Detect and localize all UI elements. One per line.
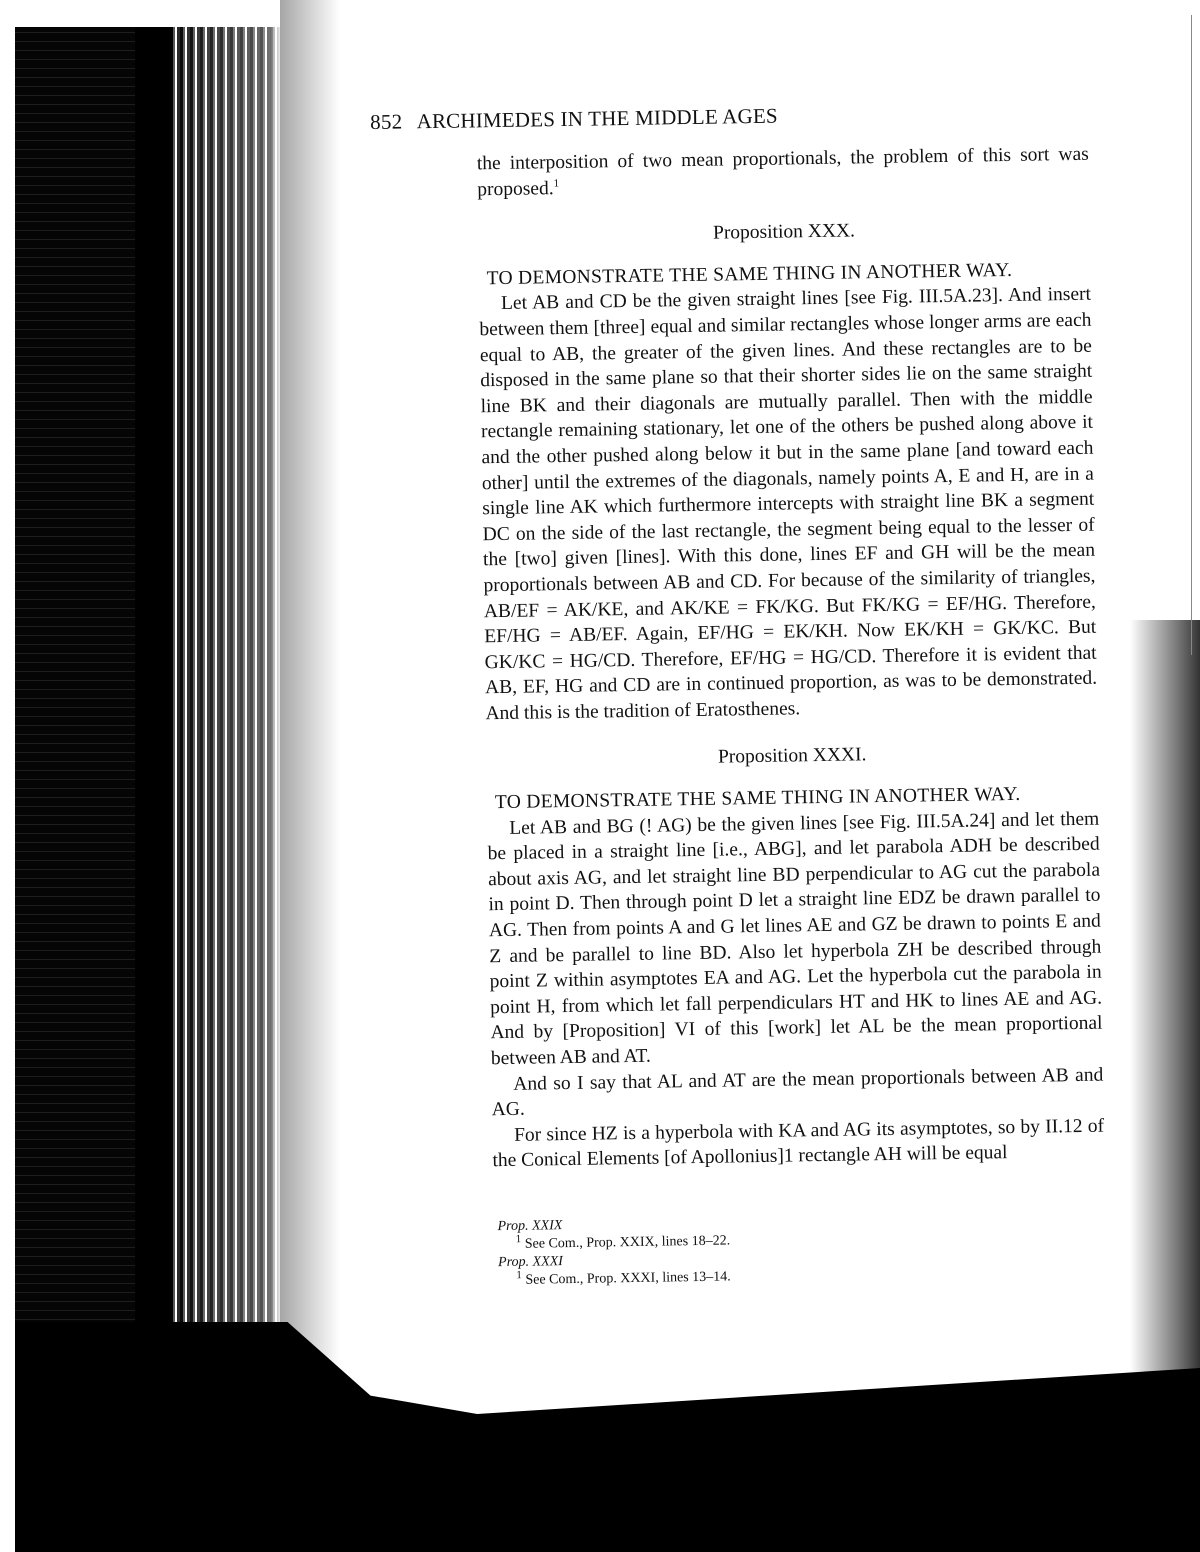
footnote: $^1$ See Com., Prop. XXXI, lines 13–14. bbox=[516, 1269, 731, 1288]
footnotes bbox=[497, 1209, 1106, 1291]
footnote-ref: 1 bbox=[553, 177, 560, 190]
scan-page-edges bbox=[170, 27, 280, 1397]
scan-inner-shadow bbox=[280, 0, 340, 1390]
intro-paragraph: the interposition of two mean proportionals, the problem of this sort was proposed.$^1$ bbox=[476, 143, 1089, 200]
proposition-heading: TO DEMONSTRATE THE SAME THING IN ANOTHER WAY. bbox=[494, 783, 1021, 814]
page-body bbox=[477, 142, 1107, 1290]
proposition-heading: TO DEMONSTRATE THE SAME THING IN ANOTHER WAY. bbox=[486, 259, 1013, 289]
footnote-label: Prop. XXIX bbox=[497, 1218, 563, 1235]
proposition-paragraph: Let AB and CD be the given straight lines [see Fig. III.5A.23]. And insert between them [three] equal and similar rectangles whose longer arms are each equal to AB, the greater of the given lines. And these rectangles are to be disposed in the same plane so that their shorter sides lie on the same straight line BK and their diagonals are mutually parallel. Then with the middle rectangle remaining stationary, let one of the others be pushed along above it and the other pushed along below it but in the same plane [and toward each other] until the extremes of the diagonals, namely points A, E and H, are in a single line AK which furthermore intercepts with straight line BK a segment DC on the side of the last rectangle, the segment being equal to the lesser of the [two] given [lines]. With this done, lines EF and GH will be the mean proportionals between AB and CD. For because of the similarity of triangles, AB/EF = AK/KE, and AK/KE = FK/KG. But FK/KG = EF/HG. Therefore, EF/HG = AB/EF. Again, EF/HG = EK/KH. Now EK/KH = GK/KC. But GK/KC = HG/CD. Therefore, EF/HG = HG/CD. Therefore it is evident that AB, EF, HG and CD are in continued proportion, as was to be demonstrated. And this is the tradition of Eratosthenes. bbox=[479, 284, 1098, 725]
proposition-title: Proposition XXX. bbox=[712, 220, 856, 244]
footnote-label: Prop. XXXI bbox=[498, 1254, 564, 1271]
book-page bbox=[370, 98, 1148, 1292]
scan-gutter bbox=[135, 27, 175, 1527]
proposition-paragraph: Let AB and BG (! AG) be the given lines [see Fig. III.5A.24] and let them be placed in a straight line [i.e., ABG], and let parabola ADH be described about axis AG, and let straight line BD perpendicular to AG cut the parabola in point D. Then through point D let a straight line EDZ be drawn parallel to AG. Then from points A and G let lines AE and GZ be drawn to points E and Z and be parallel to line BD. Also let hyperbola ZH be described through point Z within asymptotes EA and AG. Let the hyperbola cut the parabola in point H, from which let fall perpendiculars HT and HK to lines AE and AG. And by [Proposition] VI of this [work] let AL be the mean proportional between AB and AT. bbox=[487, 808, 1103, 1070]
proposition-paragraph: And so I say that AL and AT are the mean proportionals between AB and AG. bbox=[491, 1064, 1104, 1121]
running-head bbox=[370, 98, 1130, 135]
proposition-paragraph: For since HZ is a hyperbola with KA and AG its asymptotes, so by II.12 of the Conical Elements [of Apollonius]1 rectangle AH will be equal bbox=[492, 1115, 1105, 1172]
scan-right-rule bbox=[1191, 15, 1192, 655]
running-head-title: ARCHIMEDES IN THE MIDDLE AGES bbox=[416, 103, 778, 134]
proposition-title: Proposition XXXI. bbox=[717, 744, 867, 769]
scan-bottom-shadow bbox=[15, 1322, 1200, 1552]
footnote: $^1$ See Com., Prop. XXIX, lines 18–22. bbox=[515, 1233, 731, 1252]
scan-spine-shadow bbox=[15, 27, 155, 1527]
page-number: 852 bbox=[370, 109, 403, 134]
